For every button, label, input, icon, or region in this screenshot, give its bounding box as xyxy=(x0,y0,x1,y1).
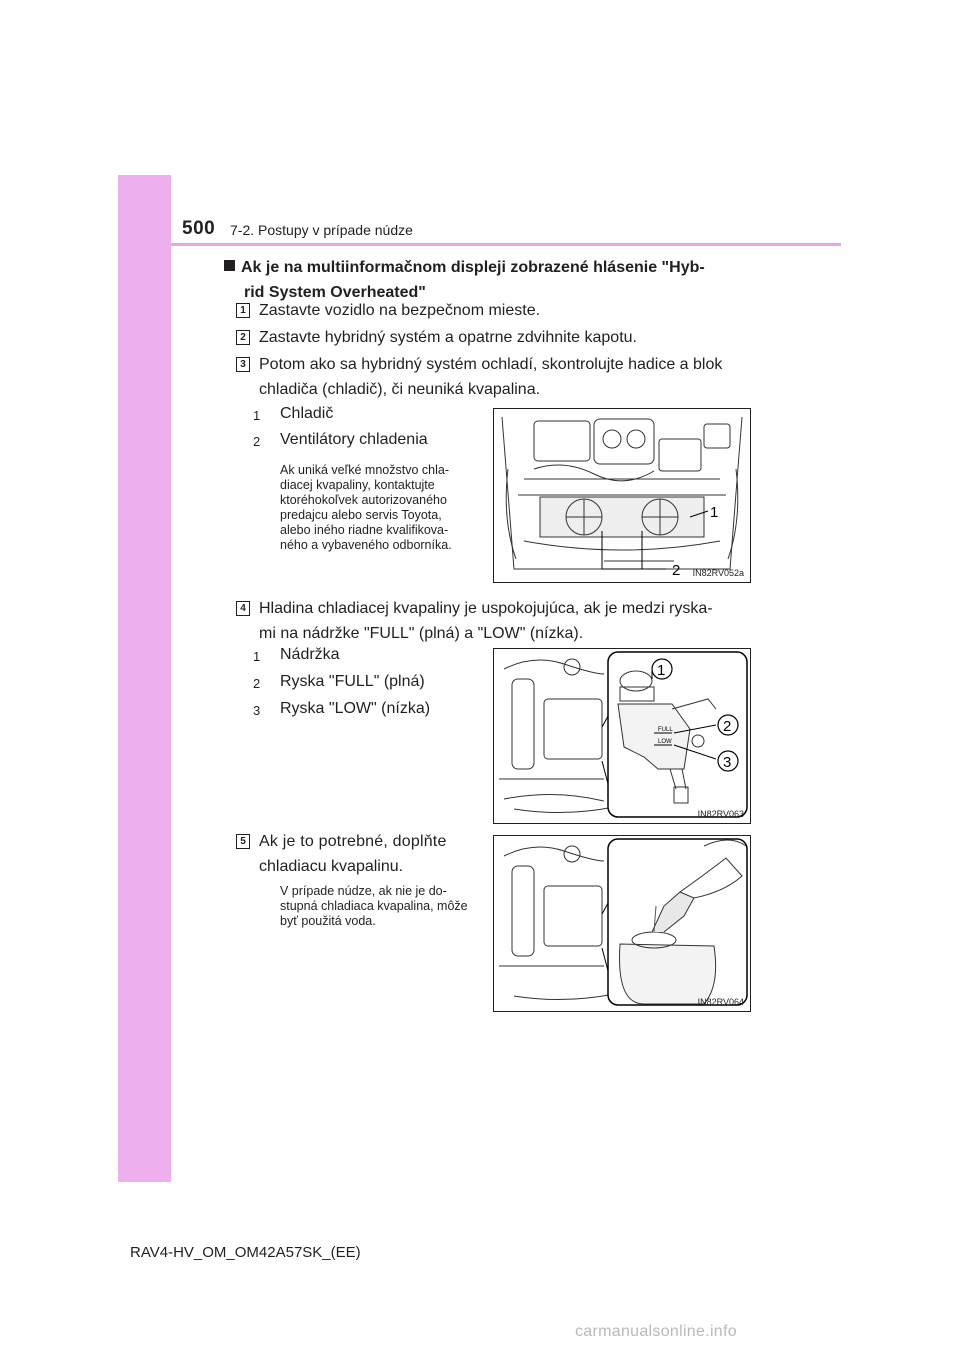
leak-note xyxy=(280,463,486,553)
figure-callout-1: 1 xyxy=(710,504,719,521)
coolant-reservoir-illustration xyxy=(494,649,750,823)
step-badge-1: 1 xyxy=(236,303,250,318)
item-full-line: Ryska "FULL" (plná) xyxy=(280,673,425,690)
note-line: ného a vybaveného odborníka. xyxy=(280,538,452,552)
figure-code: IN82RV052a xyxy=(692,568,744,578)
item-low-line: Ryska "LOW" (nízka) xyxy=(280,700,431,717)
figure-callout-2: 2 xyxy=(672,562,681,579)
refill-coolant-figure xyxy=(493,835,751,1012)
item-number-1: 1 xyxy=(253,408,261,423)
tank-full-mark: FULL xyxy=(658,727,673,733)
step-text-1: Zastavte vozidlo na bezpečnom mieste. xyxy=(259,302,541,319)
item-number-2: 2 xyxy=(253,434,261,449)
note-line: alebo iného riadne kvalifikova- xyxy=(280,523,449,537)
chapter-sidebar-tab xyxy=(118,175,171,1182)
step-text-2: Zastavte hybridný systém a opatrne zdvihnite kapotu. xyxy=(259,329,637,346)
step-text-5-line-1: Ak je to potrebné, doplňte xyxy=(259,833,447,850)
figure-callout-2: 2 xyxy=(723,718,732,735)
engine-bay-illustration xyxy=(494,409,750,582)
item-number-2: 2 xyxy=(253,676,261,691)
heading-line-2: rid System Overheated" xyxy=(244,284,426,301)
water-note xyxy=(280,884,486,929)
chapter-title: 7-2. Postupy v prípade núdze xyxy=(230,222,413,238)
note-line: stupná chladiaca kvapalina, môže xyxy=(280,899,468,913)
heading-line-1: Ak je na multiinformačnom displeji zobrazené hlásenie "Hyb- xyxy=(241,259,705,276)
note-line: diacej kvapaliny, kontaktujte xyxy=(280,478,435,492)
item-radiator: Chladič xyxy=(280,405,334,422)
item-number-3: 3 xyxy=(253,703,261,718)
item-reservoir: Nádržka xyxy=(280,646,340,663)
step-text-4-line-2: mi na nádržke "FULL" (plná) a "LOW" (nízka). xyxy=(259,625,584,642)
step-badge-5: 5 xyxy=(236,834,250,849)
step-badge-2: 2 xyxy=(236,330,250,345)
note-line: Ak uniká veľké množstvo chla- xyxy=(280,463,449,477)
figure-callout-1: 1 xyxy=(657,662,666,679)
step-badge-3: 3 xyxy=(236,357,250,372)
refill-coolant-illustration xyxy=(494,836,750,1011)
document-id-footer: RAV4-HV_OM_OM42A57SK_(EE) xyxy=(130,1244,361,1261)
step-text-3-line-2: chladiča (chladič), či neuniká kvapalina. xyxy=(259,381,541,398)
note-line: V prípade núdze, ak nie je do- xyxy=(280,884,447,898)
step-text-4-line-1: Hladina chladiacej kvapaliny je uspokojujúca, ak je medzi ryska- xyxy=(259,600,713,617)
page-number: 500 xyxy=(182,218,216,239)
coolant-reservoir-figure xyxy=(493,648,751,824)
item-number-1: 1 xyxy=(253,649,261,664)
step-badge-4: 4 xyxy=(236,601,250,616)
site-watermark: carmanualsonline.info xyxy=(575,1323,737,1340)
note-line: predajcu alebo servis Toyota, xyxy=(280,508,442,522)
header-rule xyxy=(171,243,841,246)
note-line: ktoréhokoľvek autorizovaného xyxy=(280,493,447,507)
figure-code: IN82RV064 xyxy=(697,997,744,1007)
step-text-3-line-1: Potom ako sa hybridný systém ochladí, skontrolujte hadice a blok xyxy=(259,356,723,373)
engine-bay-radiator-figure xyxy=(493,408,751,583)
tank-low-mark: LOW xyxy=(658,739,672,745)
note-line: byť použitá voda. xyxy=(280,914,376,928)
square-bullet-icon xyxy=(224,260,235,271)
item-cooling-fans: Ventilátory chladenia xyxy=(280,431,428,448)
step-text-5-line-2: chladiacu kvapalinu. xyxy=(259,858,404,875)
figure-callout-3: 3 xyxy=(723,754,732,771)
figure-code: IN82RV063 xyxy=(697,809,744,819)
